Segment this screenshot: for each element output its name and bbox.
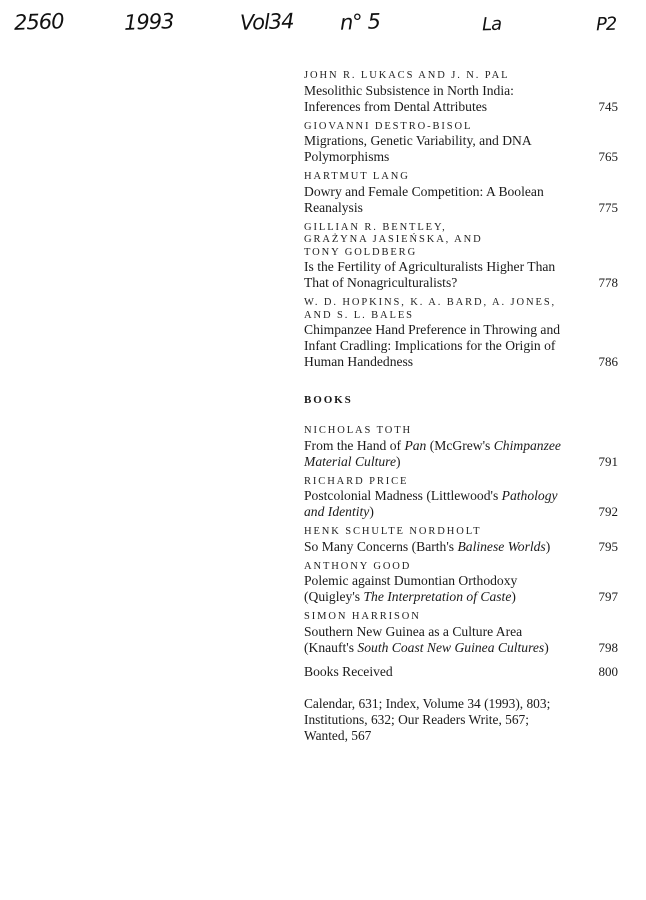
title-line: Material Culture)	[304, 453, 401, 469]
article-entry	[304, 70, 618, 115]
article-title	[304, 133, 576, 165]
title-line: Polemic against Dumontian Orthodoxy	[304, 573, 518, 588]
title-line: Chimpanzee Hand Preference in Throwing and	[304, 322, 561, 337]
book-entry	[304, 526, 618, 555]
page-number: 795	[598, 538, 618, 554]
books-heading: BOOKS	[304, 394, 353, 406]
page-number: 800	[598, 663, 618, 679]
handwritten-note-la: La	[481, 13, 502, 36]
book-entry	[304, 561, 618, 606]
page-number: 745	[598, 98, 618, 114]
article-author: GILLIAN R. BENTLEY,	[304, 221, 447, 233]
handwritten-volume: Vol34	[239, 9, 294, 35]
title-line: Southern New Guinea as a Culture Area	[304, 623, 523, 639]
footer-line: Institutions, 632; Our Readers Write, 567;	[304, 711, 529, 727]
handwritten-note-p2: P2	[595, 13, 617, 36]
books-received-label: Books Received	[304, 663, 393, 679]
book-entry	[304, 476, 618, 521]
title-line: So Many Concerns (Barth's Balinese Worlds)	[304, 538, 551, 554]
footer-line: Calendar, 631; Index, Volume 34 (1993), 803;	[304, 695, 551, 711]
page-number: 775	[598, 199, 618, 215]
title-line: Inferences from Dental Attributes	[304, 98, 488, 114]
book-title	[304, 488, 576, 520]
page-number: 791	[598, 453, 618, 469]
article-title	[304, 259, 576, 291]
book-entry	[304, 611, 618, 656]
title-line: From the Hand of Pan (McGrew's Chimpanzee	[304, 437, 561, 453]
page-number: 798	[598, 639, 618, 655]
book-title	[304, 624, 576, 656]
article-entry	[304, 121, 618, 166]
handwritten-issue-number: n° 5	[339, 9, 381, 35]
book-entry	[304, 425, 618, 470]
title-line: Polymorphisms	[304, 149, 390, 164]
article-author: HARTMUT LANG	[304, 171, 410, 182]
article-author: W. D. HOPKINS, K. A. BARD, A. JONES,	[304, 297, 557, 308]
article-entry	[304, 297, 618, 370]
books-received-entry	[304, 664, 618, 680]
title-line: (Quigley's The Interpretation of Caste)	[304, 589, 516, 604]
book-title	[304, 539, 576, 555]
title-line: Mesolithic Subsistence in North India:	[304, 82, 514, 98]
handwritten-accession-number: 2560	[13, 9, 64, 35]
title-line: Human Handedness	[304, 354, 414, 369]
book-reviewer: NICHOLAS TOTH	[304, 425, 413, 436]
title-line: and Identity)	[304, 504, 374, 519]
article-title	[304, 322, 576, 370]
book-reviewer: HENK SCHULTE NORDHOLT	[304, 526, 482, 537]
page-number: 778	[598, 275, 618, 290]
page-number: 765	[598, 149, 618, 164]
article-title	[304, 83, 576, 115]
article-entry	[304, 222, 618, 292]
article-author: GIOVANNI DESTRO-BISOL	[304, 120, 473, 132]
article-author: GRAŻYNA JASIEŃSKA, AND	[304, 234, 483, 245]
article-author: TONY GOLDBERG	[304, 246, 418, 258]
footer-line: Wanted, 567	[304, 727, 372, 743]
title-line: Infant Cradling: Implications for the Origin of	[304, 338, 556, 353]
article-author: AND S. L. BALES	[304, 309, 414, 321]
title-line: Reanalysis	[304, 199, 363, 215]
title-line: That of Nonagriculturalists?	[304, 275, 458, 290]
book-reviewer: SIMON HARRISON	[304, 611, 421, 622]
page-number: 797	[598, 589, 618, 604]
book-reviewer: ANTHONY GOOD	[304, 560, 412, 572]
title-line: Is the Fertility of Agriculturalists Higher Than	[304, 259, 556, 274]
article-title	[304, 184, 576, 216]
book-title	[304, 438, 576, 470]
article-entry	[304, 171, 618, 216]
page-number: 786	[598, 354, 618, 369]
book-title	[304, 573, 576, 605]
table-of-contents	[304, 70, 618, 744]
handwritten-year: 1993	[123, 9, 174, 35]
title-line: Migrations, Genetic Variability, and DNA	[304, 133, 532, 148]
book-reviewer: RICHARD PRICE	[304, 475, 409, 487]
title-line: Postcolonial Madness (Littlewood's Pathology	[304, 488, 558, 503]
page-number: 792	[598, 504, 618, 519]
title-line: Dowry and Female Competition: A Boolean	[304, 183, 544, 199]
title-line: (Knauft's South Coast New Guinea Cultures)	[304, 639, 549, 655]
departments-list	[304, 696, 594, 744]
article-author: JOHN R. LUKACS AND J. N. PAL	[304, 70, 510, 81]
